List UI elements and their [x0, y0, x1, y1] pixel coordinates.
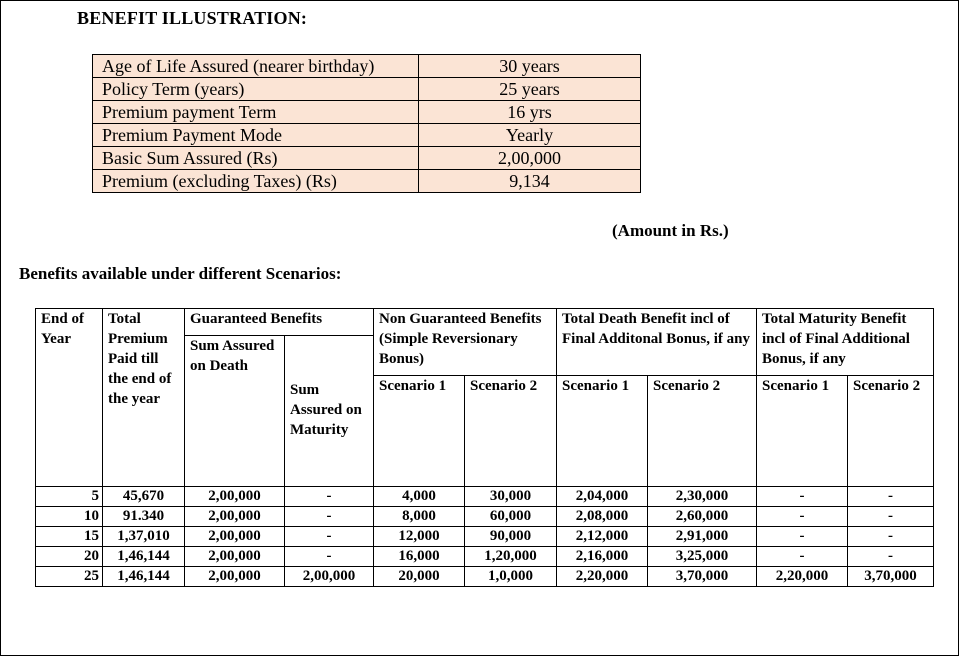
param-row — [93, 101, 641, 124]
table-cell: 5 — [36, 487, 103, 507]
table-cell: - — [757, 547, 848, 567]
table-cell: 2,30,000 — [648, 487, 757, 507]
table-cell: 4,000 — [374, 487, 465, 507]
table-cell: 30,000 — [465, 487, 557, 507]
table-row — [36, 507, 934, 527]
table-cell: 60,000 — [465, 507, 557, 527]
param-label: Age of Life Assured (nearer birthday) — [93, 55, 419, 78]
table-cell: - — [285, 507, 374, 527]
table-cell: 10 — [36, 507, 103, 527]
header-sum-assured-death: Sum Assured on Death — [185, 336, 285, 487]
header-guaranteed-benefits: Guaranteed Benefits — [185, 309, 374, 336]
table-cell: 2,60,000 — [648, 507, 757, 527]
table-cell: - — [285, 487, 374, 507]
table-cell: 2,08,000 — [557, 507, 648, 527]
table-cell: 2,04,000 — [557, 487, 648, 507]
header-end-of-year: End of Year — [36, 309, 103, 487]
table-row — [36, 487, 934, 507]
table-cell: - — [848, 547, 934, 567]
param-value: 2,00,000 — [419, 147, 641, 170]
table-cell: 2,20,000 — [557, 567, 648, 587]
table-cell: 3,70,000 — [848, 567, 934, 587]
benefits-table — [35, 308, 934, 587]
table-row — [36, 527, 934, 547]
table-cell: 2,12,000 — [557, 527, 648, 547]
table-cell: 1,20,000 — [465, 547, 557, 567]
table-cell: 1,37,010 — [103, 527, 185, 547]
table-cell: 45,670 — [103, 487, 185, 507]
table-cell: - — [757, 487, 848, 507]
table-row — [36, 567, 934, 587]
section-title: Benefits available under different Scenarios: — [19, 264, 342, 283]
policy-parameters-table — [92, 54, 641, 193]
header-non-guaranteed-benefits: Non Guaranteed Benefits (Simple Reversionary Bonus) — [374, 309, 557, 376]
table-cell: 1,46,144 — [103, 567, 185, 587]
table-cell: 25 — [36, 567, 103, 587]
amount-note: (Amount in Rs.) — [612, 221, 729, 240]
table-cell: 2,91,000 — [648, 527, 757, 547]
param-row — [93, 78, 641, 101]
table-cell: 3,70,000 — [648, 567, 757, 587]
param-row — [93, 170, 641, 193]
table-cell: - — [285, 527, 374, 547]
param-value: 16 yrs — [419, 101, 641, 124]
param-label: Policy Term (years) — [93, 78, 419, 101]
header-ng-scenario-1: Scenario 1 — [374, 376, 465, 487]
table-cell: 91.340 — [103, 507, 185, 527]
param-row — [93, 124, 641, 147]
param-label: Premium Payment Mode — [93, 124, 419, 147]
param-label: Premium payment Term — [93, 101, 419, 124]
table-cell: 20,000 — [374, 567, 465, 587]
table-cell: 8,000 — [374, 507, 465, 527]
table-cell: - — [848, 507, 934, 527]
header-sum-assured-maturity: Sum Assured on Maturity — [285, 336, 374, 487]
table-cell: 12,000 — [374, 527, 465, 547]
table-cell: 1,0,000 — [465, 567, 557, 587]
table-cell: 2,00,000 — [185, 567, 285, 587]
table-cell: 20 — [36, 547, 103, 567]
param-row — [93, 147, 641, 170]
table-cell: - — [848, 487, 934, 507]
param-value: 30 years — [419, 55, 641, 78]
header-death-scenario-2: Scenario 2 — [648, 376, 757, 487]
header-total-maturity-benefit: Total Maturity Benefit incl of Final Additional Bonus, if any — [757, 309, 934, 376]
param-row — [93, 55, 641, 78]
table-cell: - — [285, 547, 374, 567]
table-cell: 2,00,000 — [185, 487, 285, 507]
table-cell: 15 — [36, 527, 103, 547]
param-value: 25 years — [419, 78, 641, 101]
table-cell: 2,00,000 — [185, 507, 285, 527]
table-row — [36, 547, 934, 567]
table-cell: - — [757, 527, 848, 547]
param-label: Basic Sum Assured (Rs) — [93, 147, 419, 170]
header-ng-scenario-2: Scenario 2 — [465, 376, 557, 487]
table-cell: 2,20,000 — [757, 567, 848, 587]
table-cell: 1,46,144 — [103, 547, 185, 567]
table-cell: - — [848, 527, 934, 547]
header-maturity-scenario-2: Scenario 2 — [848, 376, 934, 487]
param-label: Premium (excluding Taxes) (Rs) — [93, 170, 419, 193]
table-cell: 90,000 — [465, 527, 557, 547]
table-cell: 3,25,000 — [648, 547, 757, 567]
table-cell: - — [757, 507, 848, 527]
header-total-death-benefit: Total Death Benefit incl of Final Additonal Bonus, if any — [557, 309, 757, 376]
table-cell: 2,00,000 — [285, 567, 374, 587]
table-cell: 16,000 — [374, 547, 465, 567]
header-maturity-scenario-1: Scenario 1 — [757, 376, 848, 487]
document-title: BENEFIT ILLUSTRATION: — [77, 8, 308, 28]
param-value: Yearly — [419, 124, 641, 147]
table-cell: 2,00,000 — [185, 547, 285, 567]
param-value: 9,134 — [419, 170, 641, 193]
table-cell: 2,16,000 — [557, 547, 648, 567]
header-total-premium: Total Premium Paid till the end of the year — [103, 309, 185, 487]
header-death-scenario-1: Scenario 1 — [557, 376, 648, 487]
table-cell: 2,00,000 — [185, 527, 285, 547]
